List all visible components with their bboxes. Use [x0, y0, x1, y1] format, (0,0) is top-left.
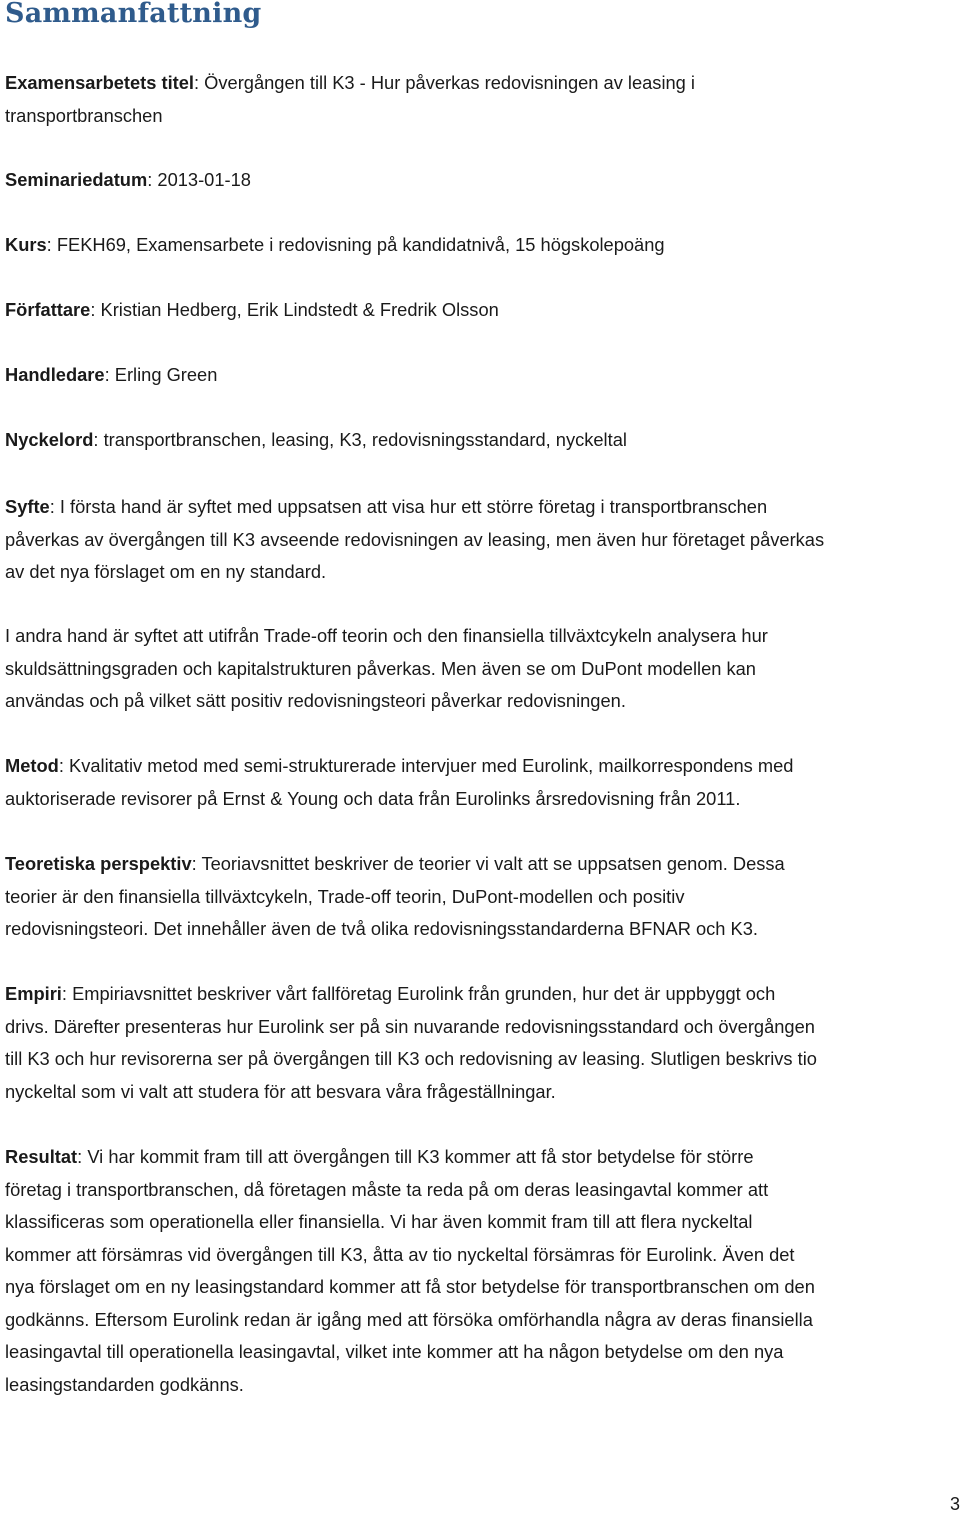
empirics-text-4: nyckeltal som vi valt att studera för att besvara våra frågeställningar.	[5, 1080, 556, 1102]
empirics-paragraph	[5, 978, 817, 1108]
results-paragraph	[5, 1141, 815, 1401]
authors-paragraph	[5, 294, 499, 327]
supervisor-line: Handledare: Erling Green	[5, 364, 218, 385]
authors-line: Författare: Kristian Hedberg, Erik Lindstedt & Fredrik Olsson	[5, 299, 499, 320]
section-heading: Sammanfattning	[5, 0, 262, 29]
course-line: Kurs: FEKH69, Examensarbete i redovisning på kandidatnivå, 15 högskolepoäng	[5, 234, 665, 255]
authors-label: Författare	[5, 299, 91, 320]
theory-text-3: redovisningsteori. Det innehåller även de två olika redovisningsstandarderna BFNAR och K3.	[5, 918, 758, 939]
method-text-2: auktoriserade revisorer på Ernst & Young och data från Eurolinks årsredovisning från 2011.	[5, 787, 741, 809]
method-paragraph	[5, 750, 793, 815]
course-label: Kurs	[5, 234, 47, 255]
supervisor-label: Handledare	[5, 364, 105, 385]
empirics-text-2: drivs. Därefter presenteras hur Eurolink ser på sin nuvarande redovisningsstandard och övergången	[5, 1015, 815, 1037]
seminar-date-label: Seminariedatum	[5, 169, 148, 190]
thesis-title-line-1: Examensarbetets titel: Övergången till K3 - Hur påverkas redovisningen av leasing i	[5, 72, 695, 93]
page-number: 3	[949, 1494, 960, 1514]
theory-text-1: Teoriavsnittet beskriver de teorier vi valt att se uppsatsen genom. Dessa	[201, 853, 785, 874]
thesis-title-text-2: transportbranschen	[5, 104, 163, 126]
purpose-text-1: I första hand är syftet med uppsatsen att visa hur ett större företag i transportbranschen	[59, 496, 768, 517]
theory-line-1: Teoretiska perspektiv: Teoriavsnittet beskriver de teorier vi valt att se uppsatsen genom. Dessa	[5, 853, 785, 874]
empirics-text-3: till K3 och hur revisorerna ser på övergången till K3 och redovisning av leasing. Slutligen beskrivs tio	[5, 1048, 817, 1069]
theory-paragraph	[5, 848, 785, 946]
seminar-date-value: 2013-01-18	[157, 169, 251, 190]
purpose-secondary-text-3: användas och på vilket sätt positiv redovisningsteori påverkar redovisningen.	[5, 690, 626, 711]
results-label: Resultat	[5, 1146, 78, 1167]
empirics-line-1: Empiri: Empiriavsnittet beskriver vårt fallföretag Eurolink från grunden, hur det är uppbyggt och	[5, 983, 776, 1004]
method-label: Metod	[5, 755, 59, 776]
keywords-label: Nyckelord	[5, 429, 94, 450]
results-text-5: nya förslaget om en ny leasingstandard kommer att få stor betydelse för transportbranschen om den	[5, 1276, 815, 1297]
results-text-8: leasingstandarden godkänns.	[5, 1373, 244, 1395]
results-text-1: Vi har kommit fram till att övergången till K3 kommer att få stor betydelse för större	[87, 1146, 754, 1167]
results-text-6: godkänns. Eftersom Eurolink redan är igång med att försöka omförhandla några av deras finansiella	[5, 1308, 813, 1330]
empirics-label: Empiri	[5, 983, 62, 1004]
purpose-secondary-text-1: I andra hand är syftet att utifrån Trade-off teorin och den finansiella tillväxtcykeln analysera hur	[5, 625, 768, 646]
seminar-date-paragraph	[5, 164, 251, 197]
purpose-paragraph	[5, 491, 824, 589]
method-text-1: Kvalitativ metod med semi-strukturerade intervjuer med Eurolink, mailkorrespondens med	[69, 755, 794, 776]
theory-text-2: teorier är den finansiella tillväxtcykeln, Trade-off teorin, DuPont-modellen och positiv	[5, 885, 685, 907]
course-paragraph	[5, 229, 665, 262]
thesis-title-text-1: Övergången till K3 - Hur påverkas redovisningen av leasing i	[204, 72, 695, 93]
purpose-line-1: Syfte: I första hand är syftet med uppsatsen att visa hur ett större företag i transportbranschen	[5, 496, 768, 517]
keywords-paragraph	[5, 424, 627, 457]
supervisor-value: Erling Green	[114, 364, 218, 385]
thesis-title-label: Examensarbetets titel	[5, 72, 194, 93]
thesis-title-paragraph	[5, 67, 695, 132]
purpose-text-3: av det nya förslaget om en ny standard.	[5, 561, 327, 582]
seminar-date-line: Seminariedatum: 2013-01-18	[5, 169, 251, 190]
keywords-value: transportbranschen, leasing, K3, redovisningsstandard, nyckeltal	[103, 429, 627, 450]
results-line-1: Resultat: Vi har kommit fram till att övergången till K3 kommer att få stor betydelse för större	[5, 1146, 754, 1167]
results-text-7: leasingavtal till operationella leasingavtal, vilket inte kommer att ha någon betydelse om den nya	[5, 1341, 784, 1362]
purpose-secondary-text-2: skuldsättningsgraden och kapitalstrukturen påverkas. Men även se om DuPont modellen kan	[5, 657, 756, 679]
purpose-text-2: påverkas av övergången till K3 avseende redovisningen av leasing, men även hur företaget påverkas	[5, 528, 825, 550]
keywords-line: Nyckelord: transportbranschen, leasing, K3, redovisningsstandard, nyckeltal	[5, 429, 627, 450]
results-text-4: kommer att försämras vid övergången till K3, åtta av tio nyckeltal försämras för Eurolink. Även det	[5, 1243, 795, 1265]
purpose-secondary-paragraph	[5, 620, 768, 718]
course-value: FEKH69, Examensarbete i redovisning på kandidatnivå, 15 högskolepoäng	[56, 234, 665, 255]
empirics-text-1: Empiriavsnittet beskriver vårt fallföretag Eurolink från grunden, hur det är uppbyggt och	[72, 983, 776, 1004]
authors-value: Kristian Hedberg, Erik Lindstedt & Fredrik Olsson	[100, 299, 499, 320]
purpose-label: Syfte	[5, 496, 50, 517]
results-text-3: klassificeras som operationella eller finansiella. Vi har även kommit fram till att flera nyckeltal	[5, 1211, 753, 1232]
results-text-2: företag i transportbranschen, då företagen måste ta reda på om deras leasingavtal kommer att	[5, 1178, 769, 1200]
method-line-1: Metod: Kvalitativ metod med semi-strukturerade intervjuer med Eurolink, mailkorrespondens med	[5, 755, 794, 776]
supervisor-paragraph	[5, 359, 217, 392]
theory-label: Teoretiska perspektiv	[5, 853, 192, 874]
